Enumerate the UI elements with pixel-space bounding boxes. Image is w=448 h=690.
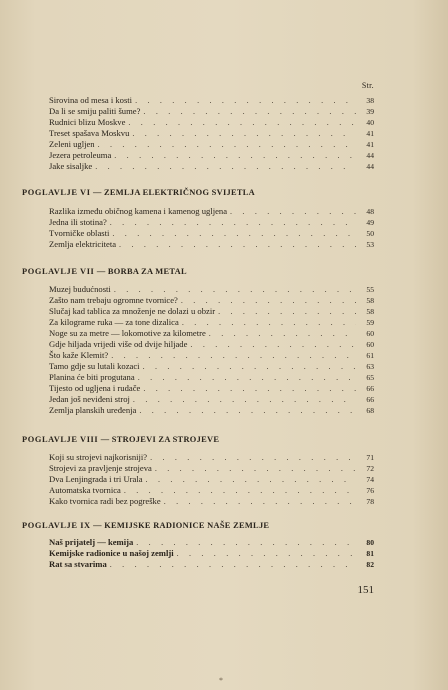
dot-leader (146, 474, 356, 485)
entry-title: Jedna ili stotina? (49, 217, 107, 227)
toc-entry (49, 239, 374, 250)
entry-title: Naš prijatelj — kemija (49, 537, 134, 547)
entry-title: Kako tvornica radi bez pogreške (49, 496, 161, 506)
entry-title: Tamo gdje su lutali kozaci (49, 361, 140, 371)
entry-page: 78 (366, 497, 374, 506)
dot-leader (128, 117, 356, 128)
entry-page: 41 (366, 129, 374, 138)
entry-page: 53 (366, 240, 374, 249)
dot-leader (136, 537, 356, 548)
dot-leader (114, 150, 356, 161)
entry-page: 39 (366, 107, 374, 116)
toc-entry (49, 339, 374, 350)
entry-page: 48 (366, 207, 374, 216)
toc-entry (49, 537, 374, 548)
entry-page: 68 (366, 406, 374, 415)
entry-page: 38 (366, 96, 374, 105)
dot-leader (143, 361, 356, 372)
dot-leader (218, 306, 356, 317)
chapter-number: POGLAVLJE IX (22, 521, 91, 530)
entry-page: 58 (366, 307, 374, 316)
entry-title: Zašto nam trebaju ogromne tvornice? (49, 295, 178, 305)
entry-title: Planina će biti progutana (49, 372, 135, 382)
toc-entry (49, 95, 374, 106)
chapter-title: — ZEMLJA ELEKTRIČNOG SVIJETLA (92, 188, 256, 197)
entry-page: 72 (366, 464, 374, 473)
entry-title: Rudnici blizu Moskve (49, 117, 126, 127)
toc-entry (49, 317, 374, 328)
entry-page: 44 (366, 151, 374, 160)
toc-entry (49, 306, 374, 317)
entry-page: 71 (366, 453, 374, 462)
dot-leader (150, 452, 356, 463)
chapter-heading (22, 521, 269, 530)
toc-entry (49, 485, 374, 496)
chapter-number: POGLAVLJE VII (22, 267, 95, 276)
chapter-title: — BORBA ZA METAL (96, 267, 187, 276)
dot-leader (133, 394, 356, 405)
dot-leader (209, 328, 356, 339)
chapter-number: POGLAVLJE VIII (22, 435, 99, 444)
entry-page: 63 (366, 362, 374, 371)
entry-title: Zemlja planskih uređenja (49, 405, 137, 415)
dot-leader (135, 95, 356, 106)
chapter-heading (22, 435, 219, 444)
entry-title: Gdje hiljada vrijedi više od dvije hiljade (49, 339, 188, 349)
entry-page: 65 (366, 373, 374, 382)
entry-title: Kemijske radionice u našoj zemlji (49, 548, 174, 558)
toc-entry (49, 217, 374, 228)
page-number: 151 (357, 584, 374, 596)
dot-leader (138, 372, 356, 383)
toc-entry (49, 474, 374, 485)
dot-leader (111, 350, 356, 361)
toc-entry (49, 548, 374, 559)
dot-leader (182, 317, 356, 328)
entry-page: 49 (366, 218, 374, 227)
toc-entry (49, 128, 374, 139)
entry-title: Tvorničke oblasti (49, 228, 110, 238)
toc-entry (49, 139, 374, 150)
toc-entry (49, 383, 374, 394)
chapter-title: — KEMIJSKE RADIONICE NAŠE ZEMLJE (93, 521, 270, 530)
chapter-title: — STROJEVI ZA STROJEVE (100, 435, 220, 444)
entry-page: 66 (366, 384, 374, 393)
entry-title: Dva Lenjingrada i tri Urala (49, 474, 143, 484)
entry-page: 41 (366, 140, 374, 149)
dot-leader (110, 217, 356, 228)
toc-entry (49, 106, 374, 117)
dot-leader (112, 228, 356, 239)
dot-leader (114, 284, 356, 295)
entry-title: Razlika između običnog kamena i kamenog ugljena (49, 206, 228, 216)
entry-title: Treset spašava Moskvu (49, 128, 130, 138)
entry-page: 59 (366, 318, 374, 327)
toc-entry (49, 284, 374, 295)
entry-page: 61 (366, 351, 374, 360)
toc-entry (49, 559, 374, 570)
entry-title: Što kaže Klemit? (49, 350, 109, 360)
toc-entry (49, 350, 374, 361)
toc-entry (49, 452, 374, 463)
dot-leader (132, 128, 356, 139)
entry-page: 60 (366, 340, 374, 349)
entry-title: Zemlja elektriciteta (49, 239, 117, 249)
entry-page: 40 (366, 118, 374, 127)
chapter-heading (22, 188, 255, 197)
entry-title: Noge su za metre — lokomotive za kilometre (49, 328, 206, 338)
entry-page: 50 (366, 229, 374, 238)
entry-title: Automatska tvornica (49, 485, 121, 495)
dot-leader (124, 485, 356, 496)
entry-title: Jedan još neviđeni stroj (49, 394, 130, 404)
toc-entry (49, 372, 374, 383)
dot-leader (98, 139, 356, 150)
page-column-label: Str. (361, 81, 374, 90)
entry-title: Muzej budućnosti (49, 284, 111, 294)
toc-entry (49, 228, 374, 239)
entry-page: 82 (366, 560, 374, 569)
dot-leader (164, 496, 356, 507)
dot-leader (143, 383, 356, 394)
entry-title: Jake sisaljke (49, 161, 93, 171)
dot-leader (155, 463, 356, 474)
chapter-heading (22, 267, 187, 276)
toc-entry (49, 394, 374, 405)
entry-page: 80 (366, 538, 374, 547)
toc-entry (49, 405, 374, 416)
dot-leader (95, 161, 356, 172)
dot-leader (143, 106, 356, 117)
entry-title: Da li se smiju paliti šume? (49, 106, 141, 116)
entry-page: 74 (366, 475, 374, 484)
toc-entry (49, 361, 374, 372)
entry-title: Tijesto od ugljena i rudače (49, 383, 141, 393)
dot-leader (190, 339, 356, 350)
dot-leader (230, 206, 356, 217)
entry-title: Koji su strojevi najkorisniji? (49, 452, 148, 462)
entry-title: Strojevi za pravljenje strojeva (49, 463, 152, 473)
dot-leader (139, 405, 356, 416)
entry-title: Rat sa stvarima (49, 559, 107, 569)
entry-title: Jezera petroleuma (49, 150, 112, 160)
entry-page: 60 (366, 329, 374, 338)
entry-page: 55 (366, 285, 374, 294)
toc-entry (49, 206, 374, 217)
toc-entry (49, 161, 374, 172)
entry-page: 76 (366, 486, 374, 495)
entry-title: Zeleni ugljen (49, 139, 95, 149)
toc-entry (49, 496, 374, 507)
entry-title: Za kilograme ruka — za tone dizalica (49, 317, 179, 327)
dot-leader (119, 239, 356, 250)
toc-entry (49, 295, 374, 306)
chapter-number: POGLAVLJE VI (22, 188, 91, 197)
entry-title: Sirovina od mesa i kosti (49, 95, 133, 105)
entry-page: 58 (366, 296, 374, 305)
dot-leader (177, 548, 356, 559)
entry-page: 81 (366, 549, 374, 558)
entry-page: 66 (366, 395, 374, 404)
footer-mark: * (219, 676, 223, 685)
toc-entry (49, 463, 374, 474)
entry-title: Slučaj kad tablica za množenje ne dolazi u obzir (49, 306, 216, 316)
dot-leader (181, 295, 356, 306)
toc-entry (49, 150, 374, 161)
dot-leader (110, 559, 356, 570)
entry-page: 44 (366, 162, 374, 171)
toc-entry (49, 117, 374, 128)
toc-entry (49, 328, 374, 339)
